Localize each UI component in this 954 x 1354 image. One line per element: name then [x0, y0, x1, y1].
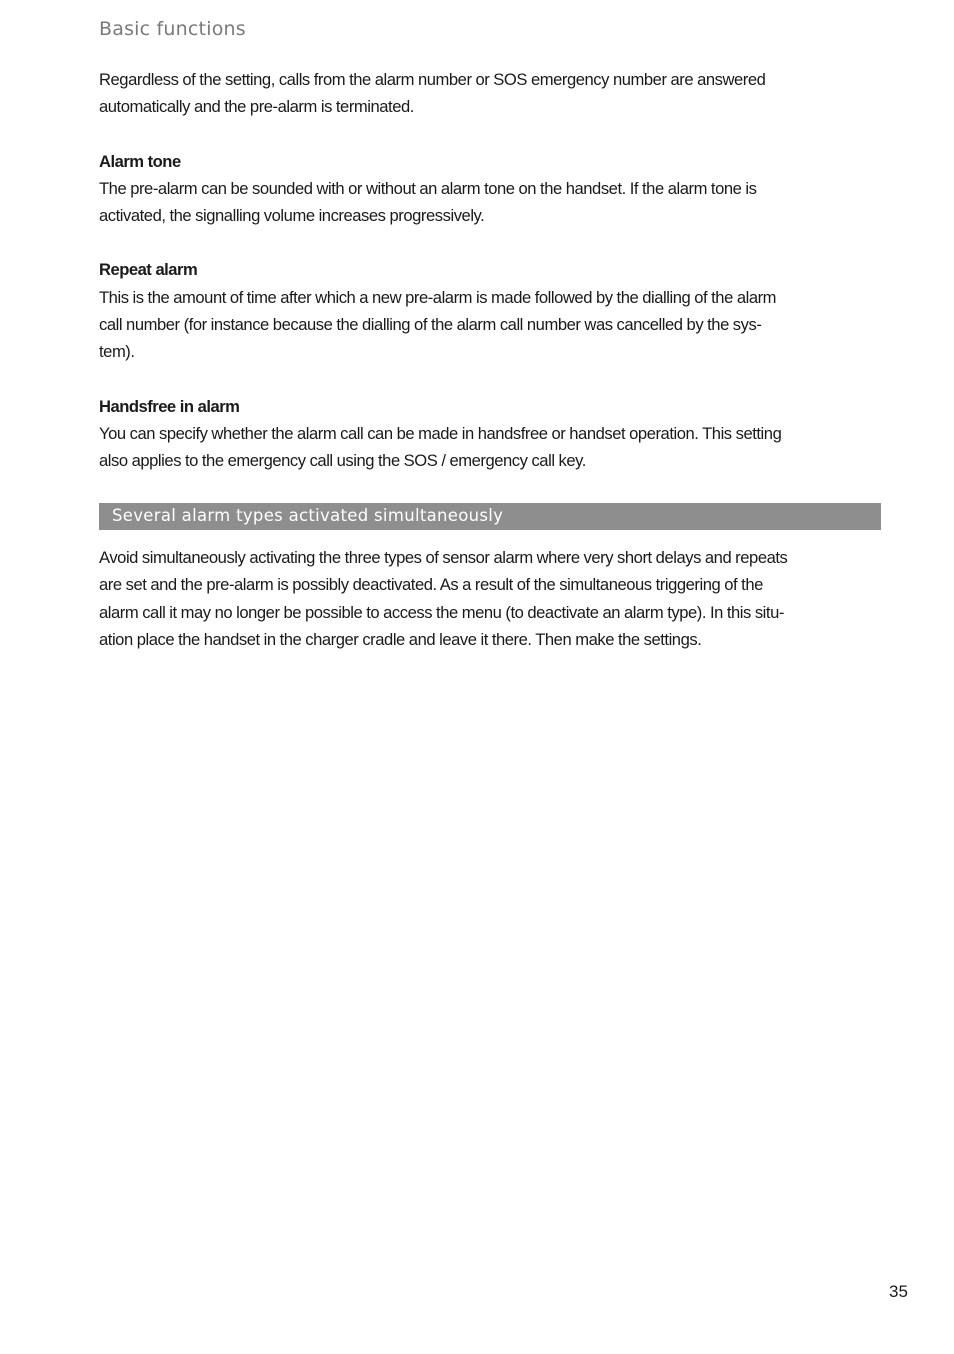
section-alarm-tone	[99, 148, 884, 230]
body-line: You can specify whether the alarm call can be made in handsfree or handset operation. This setting	[99, 423, 782, 443]
section-body	[99, 284, 884, 366]
section-heading: Alarm tone	[99, 151, 181, 171]
note-line: Avoid simultaneously activating the three types of sensor alarm where very short delays and repeats	[99, 548, 788, 567]
note-line: alarm call it may no longer be possible to access the menu (to deactivate an alarm type). In this situ-	[99, 602, 784, 622]
body-line: The pre-alarm can be sounded with or without an alarm tone on the handset. If the alarm tone is	[99, 178, 757, 198]
body-line: tem).	[99, 342, 135, 362]
intro-paragraph	[99, 66, 884, 121]
section-title-bar	[99, 503, 881, 530]
main-content	[99, 66, 884, 475]
section-handsfree-in-alarm	[99, 393, 884, 475]
section-heading: Handsfree in alarm	[99, 396, 240, 416]
note-line: are set and the pre-alarm is possibly deactivated. As a result of the simultaneous triggering of the	[99, 575, 763, 595]
section-body	[99, 420, 884, 475]
note-content	[99, 544, 884, 653]
body-line: This is the amount of time after which a new pre-alarm is made followed by the dialling of the alarm	[99, 287, 777, 307]
section-heading: Repeat alarm	[99, 260, 198, 280]
section-body	[99, 175, 884, 230]
running-header: Basic functions	[99, 18, 246, 40]
body-line: call number (for instance because the dialling of the alarm call number was cancelled by the sys-	[99, 315, 762, 335]
page-number: 35	[889, 1282, 908, 1301]
body-line: also applies to the emergency call using the SOS / emergency call key.	[99, 451, 586, 471]
intro-line: automatically and the pre-alarm is terminated.	[99, 97, 414, 117]
note-line: ation place the handset in the charger cradle and leave it there. Then make the settings.	[99, 629, 702, 649]
section-title-bar-text: Several alarm types activated simultaneously	[112, 506, 504, 525]
note-paragraph	[99, 544, 884, 653]
intro-line: Regardless of the setting, calls from the alarm number or SOS emergency number are answered	[99, 70, 766, 89]
body-line: activated, the signalling volume increases progressively.	[99, 206, 485, 226]
section-repeat-alarm	[99, 256, 884, 365]
